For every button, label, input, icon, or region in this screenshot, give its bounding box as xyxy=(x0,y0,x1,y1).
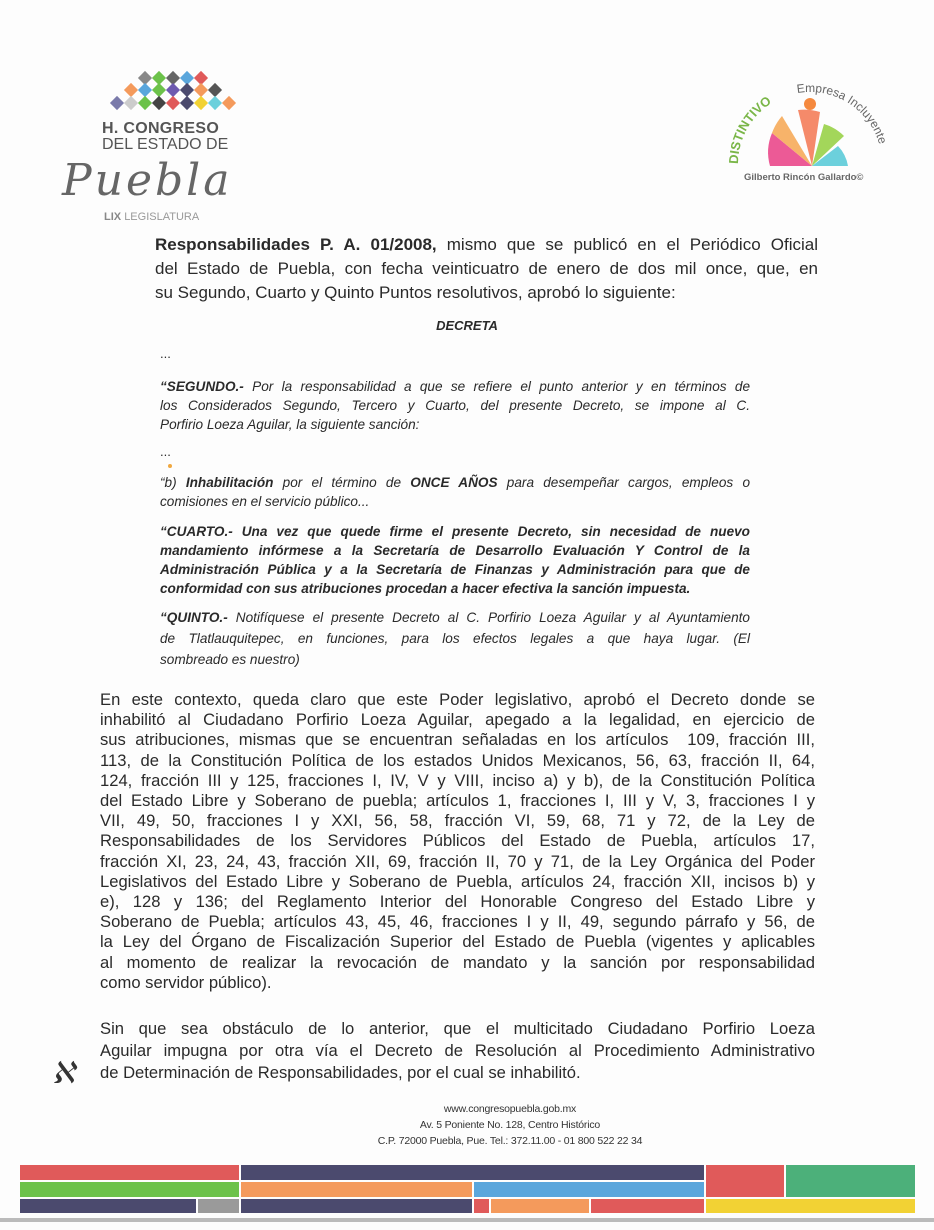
footer-website[interactable]: www.congresopuebla.gob.mx xyxy=(443,1103,577,1115)
legislature-number: LIX xyxy=(104,211,122,223)
text-line xyxy=(160,377,750,396)
text-line xyxy=(160,607,750,628)
text-line xyxy=(100,932,815,952)
text-line xyxy=(100,912,815,932)
text-segment: inhabilitó al Ciudadano Porfirio Loeza Aguilar, apegado a la legalidad, en ejercicio de xyxy=(100,710,815,730)
text-segment: ONCE AÑOS xyxy=(410,475,498,490)
text-line xyxy=(100,730,815,750)
text-segment: “CUARTO.- Una vez que quede firme el presente Decreto, sin necesidad de nuevo xyxy=(160,524,750,539)
text-segment: sombreado es nuestro) xyxy=(160,652,300,667)
cuarto-quote xyxy=(160,522,750,598)
footer-phone: C.P. 72000 Puebla, Pue. Tel.: 372.11.00 - 01 800 522 22 34 xyxy=(377,1135,643,1147)
text-line xyxy=(100,1062,815,1084)
mosaic-tile xyxy=(166,83,180,97)
text-segment: En este contexto, queda claro que este Poder legislativo, aprobó el Decreto donde se xyxy=(100,690,815,709)
text-line xyxy=(100,831,815,851)
mosaic-tile xyxy=(180,83,194,97)
ellipsis-1: ... xyxy=(160,346,171,361)
text-line xyxy=(160,522,750,541)
text-segment: VII, 49, 50, fracciones I y XXI, 56, 58, fracción VI, 59, 68, 71 y 72, de la Ley de xyxy=(100,811,815,831)
color-bar-teal_green xyxy=(786,1165,915,1197)
text-segment: de Determinación de Responsabilidades, por el cual se inhabilitó. xyxy=(100,1063,581,1082)
color-bar-navy xyxy=(241,1199,472,1213)
text-segment: Soberano de Puebla; artículos 43, 45, 46, fracciones I y II, 49, segundo párrafo y 56, de xyxy=(100,912,815,932)
text-line xyxy=(160,541,750,560)
decreta-heading: DECRETA xyxy=(436,318,498,333)
text-line xyxy=(100,751,815,771)
mosaic-tile xyxy=(194,83,208,97)
page-edge xyxy=(0,1218,934,1222)
text-line xyxy=(160,492,750,511)
congreso-logo xyxy=(60,70,280,230)
footer-contact xyxy=(0,1101,934,1149)
text-segment: por el término de xyxy=(273,475,411,490)
mosaic-tile xyxy=(124,96,138,110)
text-segment: Notifíquese el presente Decreto al C. Porfirio Loeza Aguilar y al Ayuntamiento xyxy=(227,610,750,625)
text-line xyxy=(100,710,815,730)
text-segment: del Estado Libre y Soberano de puebla; artículos 1, fracciones I, III y V, 3, fracciones I y xyxy=(100,791,815,811)
mosaic-tile xyxy=(208,96,222,110)
text-segment: sus atribuciones, mismas que se encuentran señaladas en los artículos 109, fracción III, xyxy=(100,730,815,750)
text-line xyxy=(160,415,750,434)
text-line xyxy=(160,628,750,649)
text-line xyxy=(100,892,815,912)
distintivo-logo xyxy=(720,78,900,188)
logo-line1: H. CONGRESO xyxy=(102,120,220,137)
text-line xyxy=(160,649,750,670)
text-segment: (El xyxy=(720,631,751,646)
color-bar-orange xyxy=(491,1199,589,1213)
text-segment: al momento de realizar la revocación de mandato y la sanción por responsabilidad xyxy=(100,952,815,972)
color-bar-gray xyxy=(198,1199,239,1213)
mosaic-tile xyxy=(208,83,222,97)
text-line xyxy=(100,771,815,791)
color-bar-green xyxy=(20,1182,239,1197)
text-segment: mandamiento infórmese a la Secretaría de Desarrollo Evaluación Y Control de la xyxy=(160,543,750,558)
mosaic-tile xyxy=(152,96,166,110)
text-segment: “SEGUNDO.- xyxy=(160,379,244,394)
footer-address: Av. 5 Poniente No. 128, Centro Histórico xyxy=(419,1119,601,1131)
distintivo-bottom: Gilberto Rincón Gallardo© xyxy=(744,172,864,183)
logo-line2: DEL ESTADO DE xyxy=(102,136,229,153)
text-line xyxy=(100,690,815,710)
svg-text:DISTINTIVO xyxy=(726,93,774,164)
color-bar-yellow xyxy=(706,1199,915,1213)
text-line xyxy=(100,872,815,892)
mosaic-tile xyxy=(222,96,236,110)
intro-paragraph xyxy=(155,233,818,305)
logo-script: Puebla xyxy=(62,155,233,206)
color-bar-red xyxy=(591,1199,704,1213)
text-segment: 124, fracción III y 125, fracciones I, IV, V y VIII, inciso a) y b), de la Constitución Política xyxy=(100,770,815,790)
text-segment: de Tlatlauquitepec, en funciones, para los efectos legales a que haya lugar. xyxy=(160,631,721,646)
scan-mark xyxy=(168,464,172,468)
distintivo-arc-text: DISTINTIVO xyxy=(725,92,774,165)
text-segment: conformidad con sus atribuciones procedan a hacer efectiva la sanción impuesta. xyxy=(160,581,691,596)
text-segment: Por la responsabilidad a que se refiere el punto anterior y en términos de xyxy=(243,379,750,394)
text-line xyxy=(160,473,750,492)
text-segment: fracción XI, 23, 24, 43, fracción XII, 69, fracción II, 70 y 71, de la Ley Orgánica del Poder xyxy=(100,851,815,871)
last-paragraph xyxy=(100,1018,815,1084)
text-segment: Legislativos del Estado Libre y Soberano de Puebla, artículos 24, fracción XII, incisos b) y xyxy=(100,871,815,891)
mosaic-tile xyxy=(194,96,208,110)
color-bar-navy xyxy=(241,1165,704,1180)
dome-mosaic-icon xyxy=(60,70,280,120)
color-bar-orange xyxy=(241,1182,472,1197)
text-segment: Responsabilidades P. A. 01/2008, xyxy=(155,235,437,254)
text-line xyxy=(100,1040,815,1062)
mosaic-tile xyxy=(110,96,124,110)
mosaic-tile xyxy=(166,96,180,110)
text-line xyxy=(160,560,750,579)
text-segment: Aguilar impugna por otra vía el Decreto de Resolución al Procedimiento Administrativo xyxy=(100,1041,815,1060)
legislature-label: LEGISLATURA xyxy=(124,211,200,223)
text-segment: “QUINTO.- xyxy=(160,610,228,625)
text-segment: Porfirio Loeza Aguilar, la siguiente sanción: xyxy=(160,417,420,432)
ellipsis-2: ... xyxy=(160,444,171,459)
text-segment: Administración Pública y a la Secretaría de Finanzas y Administración para que de xyxy=(160,562,750,577)
empresa-incluyente-arc-text: Empresa Incluyente xyxy=(795,80,890,146)
text-line xyxy=(100,1018,815,1040)
text-line xyxy=(155,233,818,257)
text-line xyxy=(100,953,815,973)
signature-initials: ℵ xyxy=(52,1056,75,1091)
text-line xyxy=(155,281,818,305)
text-segment: como servidor público). xyxy=(100,972,272,992)
mosaic-tile xyxy=(124,83,138,97)
quinto-quote xyxy=(160,607,750,670)
text-segment: su Segundo, Cuarto y Quinto Puntos resolutivos, aprobó lo siguiente: xyxy=(155,283,676,302)
text-line xyxy=(100,852,815,872)
mosaic-tile xyxy=(152,83,166,97)
color-bar-red xyxy=(474,1199,489,1213)
text-segment: Inhabilitación xyxy=(185,475,274,490)
text-segment: e), 128 y 136; del Reglamento Interior del Honorable Congreso del Estado Libre y xyxy=(100,892,815,912)
color-bar-navy xyxy=(20,1199,196,1213)
text-line xyxy=(100,973,815,993)
text-line xyxy=(100,811,815,831)
color-bar-red xyxy=(20,1165,239,1180)
color-bar-red xyxy=(706,1165,784,1197)
main-paragraph xyxy=(100,690,815,993)
text-segment: los Considerados Segundo, Tercero y Cuarto, del presente Decreto, se impone al C. xyxy=(160,398,750,413)
logo-legislature xyxy=(104,211,199,224)
text-segment: “b) xyxy=(160,475,186,490)
text-segment: comisiones en el servicio público... xyxy=(160,494,370,509)
text-segment: para desempeñar cargos, empleos o xyxy=(497,475,751,490)
text-segment: mismo que se publicó en el Periódico Oficial xyxy=(436,235,818,254)
color-bar-blue xyxy=(474,1182,704,1197)
mosaic-tile xyxy=(138,83,152,97)
segundo-quote xyxy=(160,377,750,434)
text-segment: 113, de la Constitución Política de los estados Unidos Mexicanos, 56, 63, fracción II, 64, xyxy=(100,750,815,770)
text-segment: Sin que sea obstáculo de lo anterior, que el multicitado Ciudadano Porfirio Loeza xyxy=(100,1019,815,1038)
inciso-b-quote xyxy=(160,473,750,511)
mosaic-tile xyxy=(138,96,152,110)
text-line xyxy=(100,791,815,811)
text-line xyxy=(160,396,750,415)
mosaic-tile xyxy=(180,96,194,110)
text-segment: Responsabilidades de los Servidores Públicos del Estado de Puebla, artículos 17, xyxy=(100,831,815,851)
text-line xyxy=(160,579,750,598)
text-segment: la Ley del Órgano de Fiscalización Superior del Estado de Puebla (vigentes y aplicables xyxy=(100,932,815,952)
text-line xyxy=(155,257,818,281)
text-segment: del Estado de Puebla, con fecha veinticuatro de enero de dos mil once, que, en xyxy=(155,259,818,278)
